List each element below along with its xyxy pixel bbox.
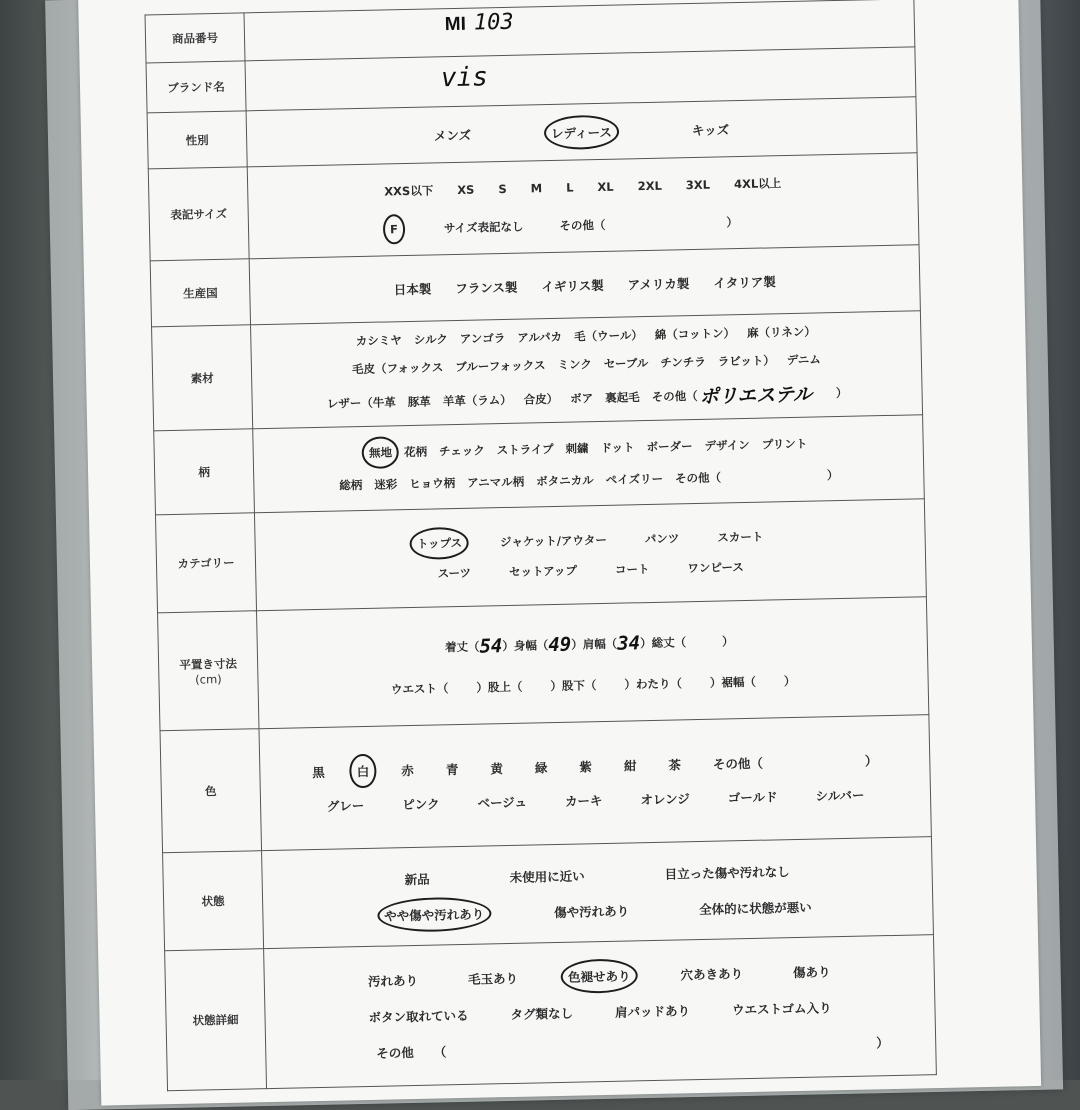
color-options [259, 715, 931, 851]
category-pants[interactable]: パンツ [644, 530, 680, 546]
measure-thigh[interactable]: ）わたり（ [624, 675, 683, 692]
measure-hem[interactable]: ）裾幅（ [709, 674, 757, 690]
row-size [148, 153, 919, 261]
label-measurements-unit: (cm) [195, 671, 222, 687]
row-measurements [158, 597, 929, 731]
measure-shoulder-value[interactable]: 34 [616, 631, 641, 655]
material-blue-fox[interactable]: ブルーフォックス [455, 358, 546, 375]
detail-holes[interactable]: 穴あきあり [680, 965, 744, 982]
row-category [155, 499, 926, 613]
option-mens[interactable]: メンズ [433, 127, 472, 143]
detail-other[interactable]: その他 [376, 1044, 414, 1061]
item-number-handwriting: MI 103 [444, 9, 514, 36]
size-other-close: ） [726, 214, 739, 229]
material-sable[interactable]: セーブル [603, 355, 649, 371]
color-red[interactable]: 赤 [401, 762, 414, 778]
country-france[interactable]: フランス製 [455, 279, 518, 296]
color-navy[interactable]: 紺 [623, 757, 637, 774]
material-cotton[interactable]: 綿（コットン） [654, 326, 736, 342]
category-setup[interactable]: セットアップ [508, 563, 578, 579]
measure-waist[interactable]: ウエスト（ [390, 680, 449, 696]
material-synthetic-leather[interactable]: 合皮） [523, 391, 559, 407]
country-uk[interactable]: イギリス製 [541, 277, 604, 294]
color-beige[interactable]: ベージュ [477, 794, 528, 811]
condition-poor[interactable]: 全体的に状態が悪い [698, 899, 812, 917]
product-sheet [78, 0, 1041, 1106]
product-form-table [145, 0, 937, 1091]
detail-scratches[interactable]: 傷あり [792, 963, 831, 980]
category-coat[interactable]: コート [614, 561, 650, 577]
color-gold[interactable]: ゴールド [727, 788, 778, 805]
pattern-allover[interactable]: 総柄 [339, 477, 363, 492]
material-pigskin[interactable]: 豚革 [407, 394, 431, 409]
material-other-close: ） [835, 385, 848, 400]
detail-other-open: （ [433, 1043, 447, 1060]
color-silver[interactable]: シルバー [815, 787, 865, 804]
size-xl[interactable]: XL [597, 179, 614, 194]
country-usa[interactable]: アメリカ製 [627, 275, 690, 292]
color-purple[interactable]: 紫 [579, 758, 593, 775]
row-pattern [154, 415, 925, 515]
label-category: カテゴリー [155, 513, 256, 613]
row-material [152, 311, 923, 431]
measure-length-value[interactable]: 54 [479, 634, 503, 658]
color-gray[interactable]: グレー [326, 797, 365, 814]
pattern-design[interactable]: デザイン [704, 437, 750, 453]
condition-new[interactable]: 新品 [404, 871, 430, 887]
color-brown[interactable]: 茶 [668, 756, 682, 773]
detail-fading-circled[interactable]: 色褪せあり [567, 967, 631, 985]
pattern-camo[interactable]: 迷彩 [374, 476, 398, 492]
material-other[interactable]: その他（ [651, 388, 698, 404]
size-3xl[interactable]: 3XL [685, 177, 711, 192]
detail-pilling[interactable]: 毛玉あり [467, 970, 519, 987]
color-other[interactable]: その他（ [712, 755, 764, 772]
pattern-dot[interactable]: ドット [600, 439, 635, 455]
category-skirt[interactable]: スカート [717, 529, 764, 545]
pattern-stripe[interactable]: ストライプ [496, 441, 554, 457]
color-khaki[interactable]: カーキ [564, 792, 603, 809]
detail-stain[interactable]: 汚れあり [367, 972, 419, 989]
measure-rise[interactable]: ）股上（ [476, 679, 523, 695]
material-other-handwriting: ポリエステル [699, 383, 813, 408]
brand-handwriting: vis [440, 62, 489, 94]
category-options [254, 499, 926, 611]
measurement-fields [257, 597, 929, 729]
material-denim[interactable]: デニム [786, 352, 821, 368]
color-blue[interactable]: 青 [445, 761, 459, 777]
option-kids[interactable]: キッズ [691, 121, 730, 138]
size-other[interactable]: その他（ [559, 217, 606, 233]
material-boa[interactable]: ボア [570, 390, 594, 406]
detail-button-missing[interactable]: ボタン取れている [368, 1007, 469, 1025]
size-xs[interactable]: XS [457, 182, 475, 197]
size-f-circled[interactable]: F [389, 221, 399, 236]
color-pink[interactable]: ピンク [402, 795, 440, 812]
category-suit[interactable]: スーツ [437, 565, 472, 580]
measure-total-close: ） [721, 633, 734, 648]
material-wool[interactable]: 毛（ウール） [573, 328, 643, 344]
option-ladies-circled[interactable]: レディース [550, 124, 613, 141]
detail-shoulder-pads[interactable]: 肩パッドあり [614, 1002, 691, 1020]
material-silk[interactable]: シルク [413, 332, 448, 347]
color-black[interactable]: 黒 [312, 764, 325, 780]
size-s[interactable]: S [498, 181, 507, 196]
size-l[interactable]: L [565, 180, 574, 195]
size-xxs[interactable]: XXS以下 [384, 182, 434, 198]
color-white-circled[interactable]: 白 [356, 763, 370, 779]
label-item-number: 商品番号 [145, 13, 245, 63]
pattern-print[interactable]: プリント [761, 436, 808, 452]
measure-hem-close: ） [783, 673, 796, 688]
color-yellow[interactable]: 黄 [490, 760, 504, 776]
material-chinchilla[interactable]: チンチラ [660, 354, 706, 370]
pattern-border[interactable]: ボーダー [646, 438, 693, 454]
material-alpaca[interactable]: アルパカ [517, 329, 563, 345]
label-condition: 状態 [163, 851, 264, 951]
measure-width-value[interactable]: 49 [548, 633, 572, 656]
label-material: 素材 [152, 325, 253, 431]
size-none[interactable]: サイズ表記なし [443, 219, 524, 235]
material-cashmere[interactable]: カシミヤ [355, 333, 402, 349]
pattern-paisley[interactable]: ペイズリー [605, 471, 664, 487]
size-m[interactable]: M [530, 180, 543, 195]
material-rabbit[interactable]: ラビット） [717, 353, 775, 369]
pattern-plain-circled[interactable]: 無地 [368, 444, 393, 460]
detail-other-close: ） [876, 1034, 889, 1050]
material-mink[interactable]: ミンク [557, 357, 592, 372]
row-condition [163, 837, 934, 951]
pattern-other-close: ） [826, 467, 839, 482]
material-options [251, 311, 923, 429]
label-gender: 性別 [147, 111, 247, 169]
label-measurements [158, 611, 259, 731]
measure-length-label: 着丈（ [444, 639, 480, 654]
row-color [160, 715, 931, 853]
pattern-animal[interactable]: アニマル柄 [467, 474, 525, 490]
material-cowhide[interactable]: レザー（牛革 [326, 394, 396, 411]
measure-width-label: ）身幅（ [502, 637, 549, 653]
condition-damaged[interactable]: 傷や汚れあり [553, 903, 630, 920]
color-green[interactable]: 緑 [534, 759, 548, 775]
pattern-botanical[interactable]: ボタニカル [535, 472, 594, 488]
pattern-options [253, 415, 925, 513]
label-condition-detail: 状態詳細 [165, 949, 267, 1091]
condition-detail-options [264, 935, 937, 1089]
size-2xl[interactable]: 2XL [637, 178, 662, 193]
category-onepiece[interactable]: ワンピース [687, 559, 744, 575]
category-tops-circled[interactable]: トップス [416, 535, 463, 551]
material-lamb[interactable]: 羊革（ラム） [442, 392, 512, 408]
material-brushed[interactable]: 裏起毛 [605, 389, 640, 405]
material-angora[interactable]: アンゴラ [459, 330, 506, 346]
condition-no-damage[interactable]: 目立った傷や汚れなし [664, 863, 790, 882]
pattern-floral[interactable]: 花柄 [403, 444, 428, 459]
row-condition-detail [165, 935, 937, 1091]
country-italy[interactable]: イタリア製 [713, 273, 776, 291]
pattern-check[interactable]: チェック [438, 442, 485, 458]
label-pattern: 柄 [154, 429, 255, 515]
label-measurements-title: 平置き寸法 [179, 656, 238, 672]
measure-inseam[interactable]: ）股下（ [550, 677, 597, 693]
measure-shoulder-label: ）肩幅（ [571, 636, 618, 652]
detail-elastic-waist[interactable]: ウエストゴム入り [731, 999, 832, 1017]
condition-some-damage-circled[interactable]: やや傷や汚れあり [383, 906, 485, 924]
size-options [247, 153, 919, 259]
label-color: 色 [160, 729, 262, 853]
color-other-close: ） [864, 752, 878, 769]
label-brand: ブランド名 [146, 61, 246, 113]
detail-no-tags[interactable]: タグ類なし [510, 1005, 574, 1022]
category-jacket[interactable]: ジャケット/アウター [499, 532, 607, 549]
pattern-embroidery[interactable]: 刺繍 [565, 440, 589, 456]
size-4xl[interactable]: 4XL以上 [733, 175, 782, 191]
measure-total-label: ）総丈（ [639, 634, 687, 650]
material-fox[interactable]: 毛皮（フォックス [351, 360, 444, 377]
label-size: 表記サイズ [148, 167, 249, 261]
pattern-leopard[interactable]: ヒョウ柄 [409, 475, 456, 491]
color-orange[interactable]: オレンジ [640, 790, 690, 807]
condition-like-new[interactable]: 未使用に近い [509, 867, 585, 885]
label-country: 生産国 [150, 259, 250, 327]
country-japan[interactable]: 日本製 [393, 281, 432, 297]
material-linen[interactable]: 麻（リネン） [746, 324, 817, 340]
pattern-other[interactable]: その他（ [674, 469, 722, 485]
condition-options [262, 837, 934, 949]
